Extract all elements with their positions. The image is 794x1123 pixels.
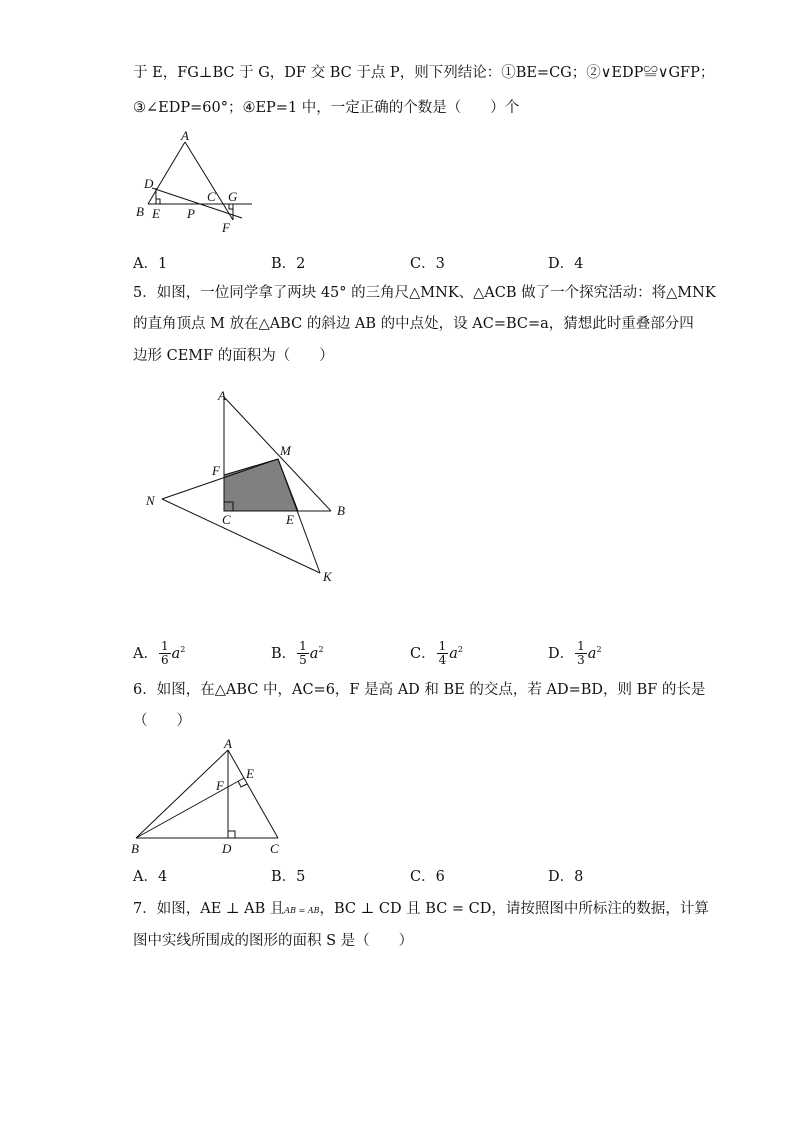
q6-right-angle-D (228, 831, 235, 838)
q5-text-line1: 5．如图，一位同学拿了两块 45° 的三角尺△MNK、△ACB 做了一个探究活动：将△MNK (133, 285, 716, 301)
q4-seg-AB (148, 142, 185, 204)
q4-label-A: A (181, 128, 189, 143)
q4-figure (130, 130, 270, 240)
q4-option-a: A．1 (133, 256, 168, 272)
q4-right-angle-G (229, 204, 233, 209)
q5-label-F: F (212, 463, 220, 478)
q5-shaded-CEMF (224, 459, 298, 511)
q5-label-N: N (146, 493, 155, 508)
q4-option-d: D．4 (548, 256, 584, 272)
q4-label-F: F (222, 220, 230, 235)
q6-label-E: E (246, 766, 254, 781)
q5-text-line3: 边形 CEMF 的面积为（ ） (133, 348, 334, 364)
q4-text-line2: ③∠EDP=60°；④EP=1 中，一定正确的个数是（ ）个 (133, 100, 520, 116)
q5-label-B: B (337, 503, 345, 518)
q5-label-E: E (286, 512, 294, 527)
q6-label-A: A (224, 736, 232, 751)
q6-text-line2: （ ） (133, 713, 191, 729)
q5-text-line2: 的直角顶点 M 放在△ABC 的斜边 AB 的中点处，设 AC=BC=a，猜想此时重叠部分四 (133, 316, 694, 332)
q4-label-C: C (207, 189, 216, 204)
q5-label-K: K (323, 569, 332, 584)
q6-label-C: C (270, 841, 279, 856)
q4-label-B: B (136, 204, 144, 219)
q6-option-d: D．8 (548, 869, 584, 885)
q5-label-M: M (280, 443, 291, 458)
q6-seg-AC (228, 750, 278, 838)
q6-option-c: C．6 (410, 869, 445, 885)
q5-figure (140, 385, 360, 585)
q4-label-D: D (144, 176, 154, 191)
q6-option-a: A．4 (133, 869, 168, 885)
q5-option-b: B． $\frac{1}{5}$ $a^2$ (271, 639, 324, 668)
q4-text-line1: 于 E，FG⊥BC 于 G，DF 交 BC 于点 P，则下列结论：①BE=CG；②∨EDP≌∨GFP； (133, 65, 715, 81)
q5-option-d: D． $\frac{1}{3}$ $a^2$ (548, 639, 602, 668)
q6-label-D: D (222, 841, 232, 856)
q4-option-c: C．3 (410, 256, 445, 272)
q6-option-b: B．5 (271, 869, 306, 885)
q5-option-a: A． $\frac{1}{6}$ $a^2$ (133, 639, 186, 668)
q6-label-F: F (216, 778, 224, 793)
q6-label-B: B (131, 841, 139, 856)
q4-label-G: G (228, 189, 238, 204)
q7-small-formula: AB = AB (284, 906, 320, 915)
q4-label-E: E (152, 206, 160, 221)
q7-text-line2: 图中实线所围成的图形的面积 S 是（ ） (133, 933, 414, 949)
q4-option-b: B．2 (271, 256, 306, 272)
q7-text-line1: 7．如图，AE ⊥ AB 且AB = AB，BC ⊥ CD 且 BC = CD，请按照图中所标注的数据，计算 (133, 901, 709, 917)
q4-right-angle-E (156, 199, 160, 204)
q4-label-P: P (187, 206, 195, 221)
q6-figure (128, 738, 293, 858)
q5-label-A: A (218, 388, 226, 403)
q5-label-C: C (222, 512, 231, 527)
q5-option-c: C． $\frac{1}{4}$ $a^2$ (410, 639, 463, 668)
q6-text-line1: 6．如图，在△ABC 中，AC=6，F 是高 AD 和 BE 的交点，若 AD=BD，则 BF 的长是 (133, 682, 706, 698)
